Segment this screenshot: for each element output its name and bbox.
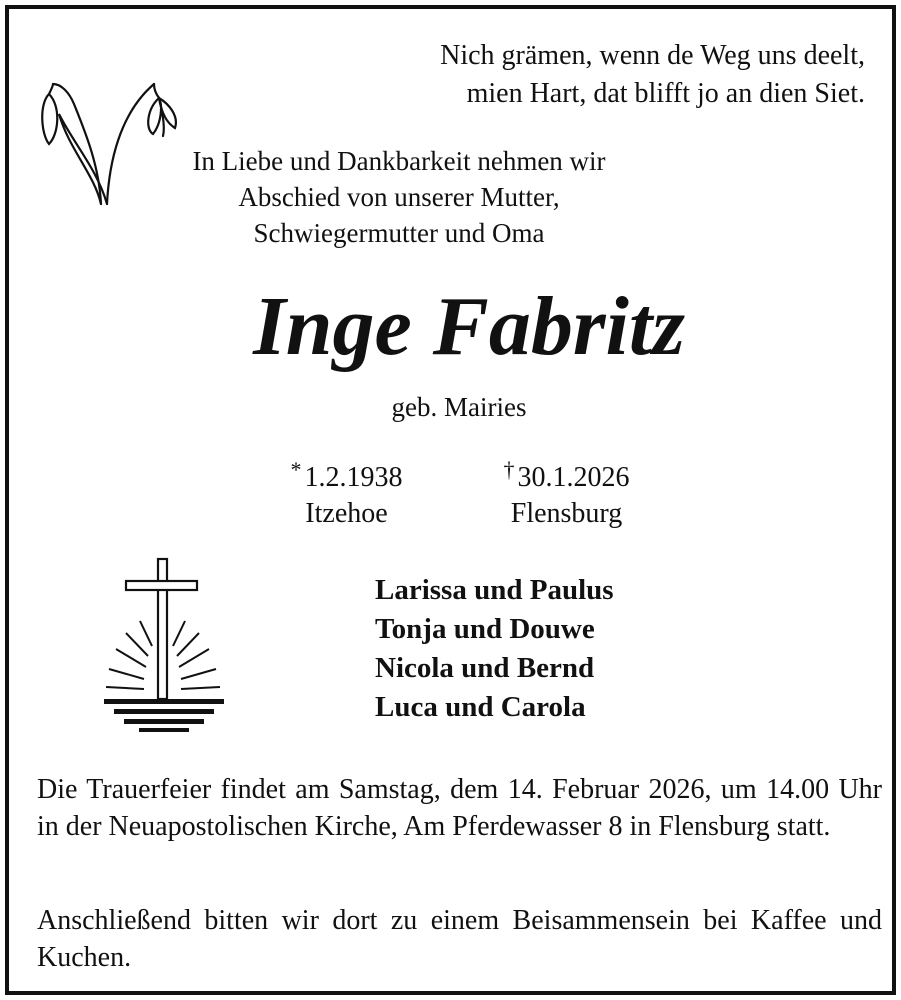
maiden-name: geb. Mairies	[391, 392, 527, 422]
motto-line: Nich grämen, wenn de Weg uns deelt,	[440, 40, 865, 71]
birth-info	[264, 452, 429, 532]
mourners-list	[375, 571, 614, 727]
deceased-name: Inge Fabritz	[253, 280, 685, 373]
birth-place: Itzehoe	[305, 498, 388, 529]
intro-line: In Liebe und Dankbarkeit nehmen wir	[192, 146, 606, 176]
mourner-couple: Larissa und Paulus	[375, 574, 614, 606]
intro-line: Schwiegermutter und Oma	[253, 218, 545, 248]
motto-verse	[440, 37, 865, 113]
mourner-couple: Luca und Carola	[375, 691, 586, 723]
mourner-couple: Tonja und Douwe	[375, 613, 595, 645]
service-details: Die Trauerfeier findet am Samstag, dem 14. Februar 2026, um 14.00 Uhr in der Neuapostolischen Kirche, Am Pferdewasser 8 in Flensburg statt.	[37, 774, 882, 842]
reception-details: Anschließend bitten wir dort zu einem Beisammensein bei Kaffee und Kuchen.	[37, 905, 882, 973]
motto-line: mien Hart, dat blifft jo an dien Siet.	[466, 78, 865, 109]
death-date: 30.1.2026	[517, 462, 630, 493]
death-place: Flensburg	[510, 498, 623, 529]
birth-date: 1.2.1938	[304, 462, 403, 493]
mourner-couple: Nicola und Bernd	[375, 652, 595, 684]
obituary-frame	[5, 5, 896, 995]
death-cross-icon: †	[503, 457, 515, 482]
intro-text	[149, 143, 649, 251]
cross-sunrise-emblem-icon	[94, 551, 234, 736]
birth-star-icon: *	[290, 457, 302, 482]
death-info	[479, 452, 654, 532]
intro-line: Abschied von unserer Mutter,	[238, 182, 560, 212]
